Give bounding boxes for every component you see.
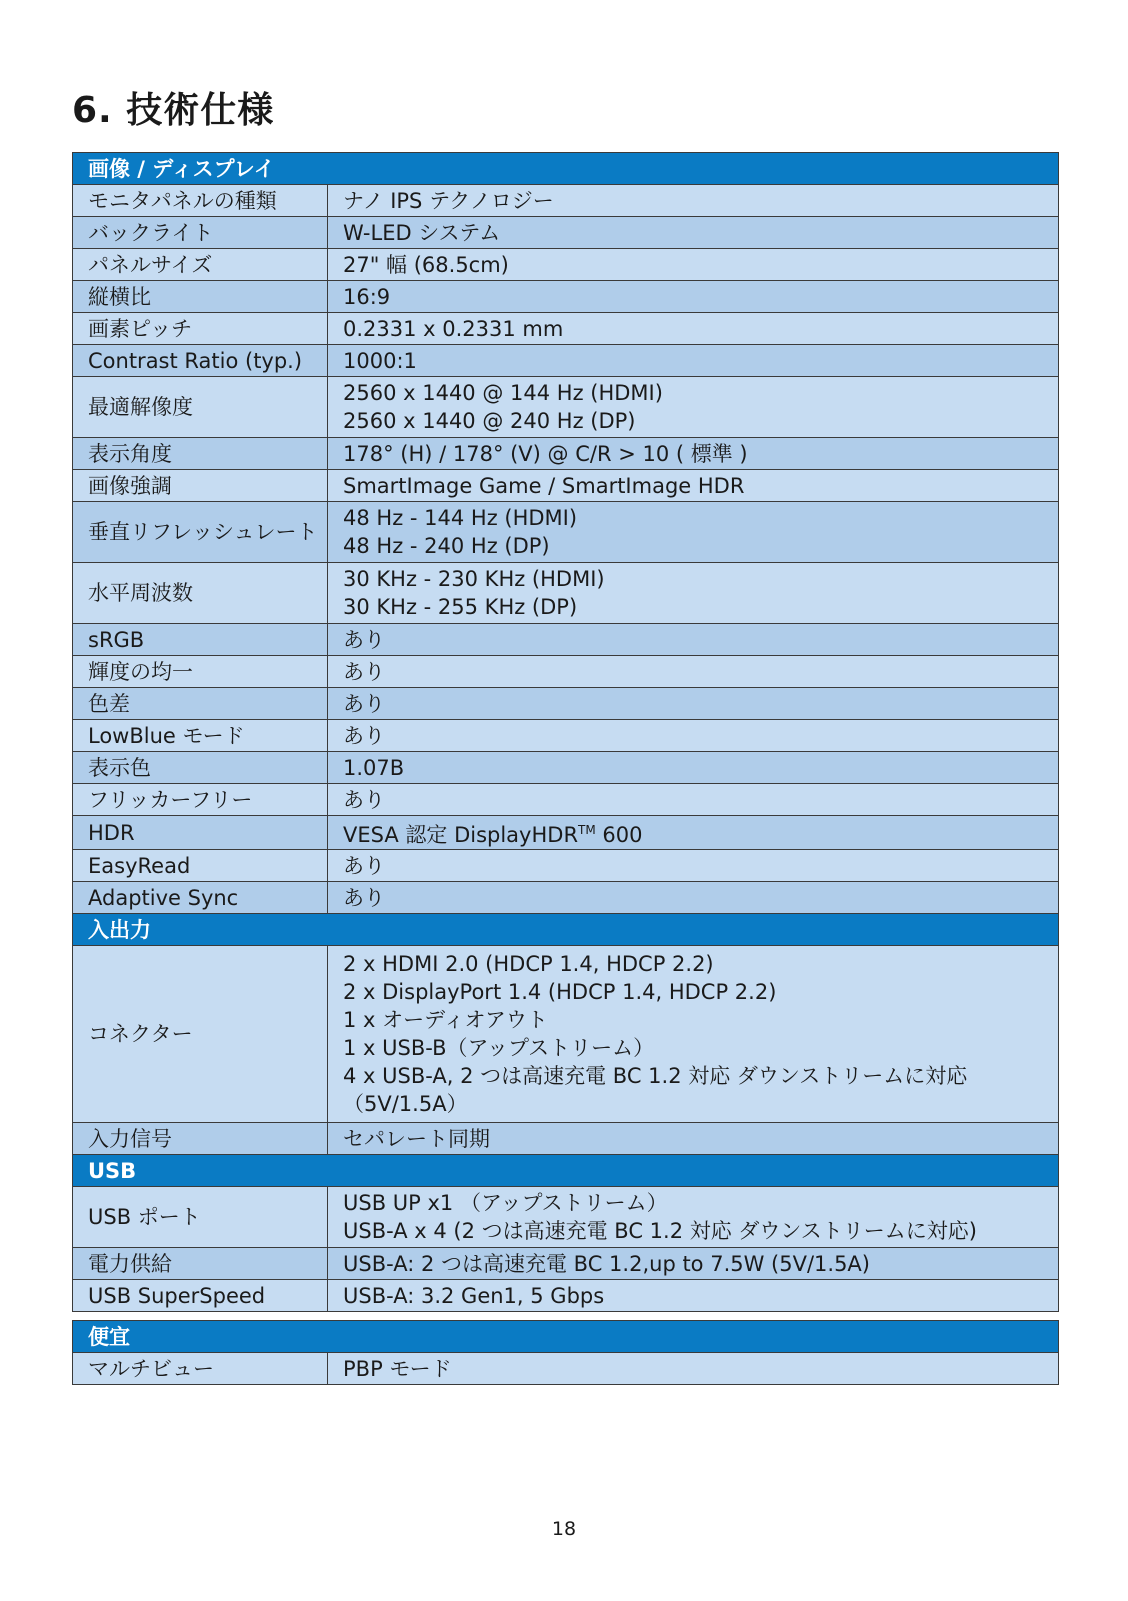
table-row xyxy=(73,313,1059,345)
hdr-value-suffix: 600 xyxy=(595,823,643,847)
spec-label: モニタパネルの種類 xyxy=(73,185,328,217)
spec-value: 27" 幅 (68.5cm) xyxy=(328,249,1059,281)
spec-value: ナノ IPS テクノロジー xyxy=(328,185,1059,217)
spec-value: USB-A: 3.2 Gen1, 5 Gbps xyxy=(328,1280,1059,1312)
spec-label: 電力供給 xyxy=(73,1248,328,1280)
spec-label: 輝度の均一 xyxy=(73,656,328,688)
table-row xyxy=(73,784,1059,816)
spec-value: 30 KHz - 230 KHz (HDMI) 30 KHz - 255 KHz (DP) xyxy=(328,563,1059,624)
section-gap xyxy=(73,1312,1059,1321)
spec-label: 画像強調 xyxy=(73,470,328,502)
spec-value: 0.2331 x 0.2331 mm xyxy=(328,313,1059,345)
section-header-display xyxy=(73,153,1059,185)
spec-value: 1.07B xyxy=(328,752,1059,784)
table-row xyxy=(73,1123,1059,1155)
spec-label: バックライト xyxy=(73,217,328,249)
table-row xyxy=(73,249,1059,281)
table-row xyxy=(73,624,1059,656)
table-row xyxy=(73,946,1059,1123)
gap-cell xyxy=(73,1312,1059,1321)
spec-value: あり xyxy=(328,850,1059,882)
spec-value: 2 x HDMI 2.0 (HDCP 1.4, HDCP 2.2) 2 x DisplayPort 1.4 (HDCP 1.4, HDCP 2.2) 1 x オーディオアウト 1 x USB-B（アップストリーム） 4 x USB-A, 2 つは高速充電 BC 1.2 対応 ダウンストリームに対応 （5V/1.5A） xyxy=(328,946,1059,1123)
spec-value: SmartImage Game / SmartImage HDR xyxy=(328,470,1059,502)
spec-value: あり xyxy=(328,720,1059,752)
hdr-value-prefix: VESA 認定 DisplayHDR xyxy=(343,823,579,847)
spec-table xyxy=(72,152,1059,1385)
section-title: USB xyxy=(73,1155,1059,1187)
spec-value: あり xyxy=(328,784,1059,816)
spec-label: 色差 xyxy=(73,688,328,720)
spec-value: あり xyxy=(328,656,1059,688)
section-header-convenience xyxy=(73,1321,1059,1353)
spec-value: 2560 x 1440 @ 144 Hz (HDMI) 2560 x 1440 @ 240 Hz (DP) xyxy=(328,377,1059,438)
spec-label: 入力信号 xyxy=(73,1123,328,1155)
spec-value: 1000:1 xyxy=(328,345,1059,377)
table-row xyxy=(73,438,1059,470)
table-row xyxy=(73,752,1059,784)
spec-value xyxy=(328,816,1059,850)
section-title: 画像 / ディスプレイ xyxy=(73,153,1059,185)
spec-label: Contrast Ratio (typ.) xyxy=(73,345,328,377)
spec-value: あり xyxy=(328,882,1059,914)
table-row xyxy=(73,656,1059,688)
spec-label: 表示角度 xyxy=(73,438,328,470)
spec-label: 垂直リフレッシュレート xyxy=(73,502,328,563)
spec-label: USB ポート xyxy=(73,1187,328,1248)
spec-label: パネルサイズ xyxy=(73,249,328,281)
spec-label: Adaptive Sync xyxy=(73,882,328,914)
section-header-usb xyxy=(73,1155,1059,1187)
spec-value: 16:9 xyxy=(328,281,1059,313)
table-row xyxy=(73,217,1059,249)
table-row xyxy=(73,720,1059,752)
spec-label: 表示色 xyxy=(73,752,328,784)
spec-label: 画素ピッチ xyxy=(73,313,328,345)
trademark-sup: TM xyxy=(578,823,596,837)
spec-label: コネクター xyxy=(73,946,328,1123)
spec-label: 最適解像度 xyxy=(73,377,328,438)
table-row xyxy=(73,502,1059,563)
table-row xyxy=(73,688,1059,720)
table-row xyxy=(73,563,1059,624)
page-number: 18 xyxy=(551,1518,577,1540)
spec-label: LowBlue モード xyxy=(73,720,328,752)
spec-label: フリッカーフリー xyxy=(73,784,328,816)
spec-value: セパレート同期 xyxy=(328,1123,1059,1155)
table-row xyxy=(73,185,1059,217)
page-title: 6. 技術仕様 xyxy=(72,90,275,131)
spec-value: USB-A: 2 つは高速充電 BC 1.2,up to 7.5W (5V/1.5A) xyxy=(328,1248,1059,1280)
table-row xyxy=(73,882,1059,914)
table-row xyxy=(73,470,1059,502)
spec-label: USB SuperSpeed xyxy=(73,1280,328,1312)
table-row xyxy=(73,850,1059,882)
table-row xyxy=(73,345,1059,377)
section-header-io xyxy=(73,914,1059,946)
table-row xyxy=(73,377,1059,438)
spec-label: マルチビュー xyxy=(73,1353,328,1385)
table-row xyxy=(73,1353,1059,1385)
spec-value: あり xyxy=(328,688,1059,720)
spec-label: EasyRead xyxy=(73,850,328,882)
section-title: 便宜 xyxy=(73,1321,1059,1353)
spec-value: 48 Hz - 144 Hz (HDMI) 48 Hz - 240 Hz (DP) xyxy=(328,502,1059,563)
table-row xyxy=(73,816,1059,850)
table-row xyxy=(73,1280,1059,1312)
spec-label: sRGB xyxy=(73,624,328,656)
spec-label: 縦横比 xyxy=(73,281,328,313)
spec-value: W-LED システム xyxy=(328,217,1059,249)
section-title: 入出力 xyxy=(73,914,1059,946)
table-row xyxy=(73,281,1059,313)
spec-label: HDR xyxy=(73,816,328,850)
spec-value: 178° (H) / 178° (V) @ C/R > 10 ( 標準 ) xyxy=(328,438,1059,470)
spec-value: PBP モード xyxy=(328,1353,1059,1385)
table-row xyxy=(73,1248,1059,1280)
spec-value: USB UP x1 （アップストリーム） USB-A x 4 (2 つは高速充電 BC 1.2 対応 ダウンストリームに対応) xyxy=(328,1187,1059,1248)
spec-value: あり xyxy=(328,624,1059,656)
table-row xyxy=(73,1187,1059,1248)
spec-label: 水平周波数 xyxy=(73,563,328,624)
